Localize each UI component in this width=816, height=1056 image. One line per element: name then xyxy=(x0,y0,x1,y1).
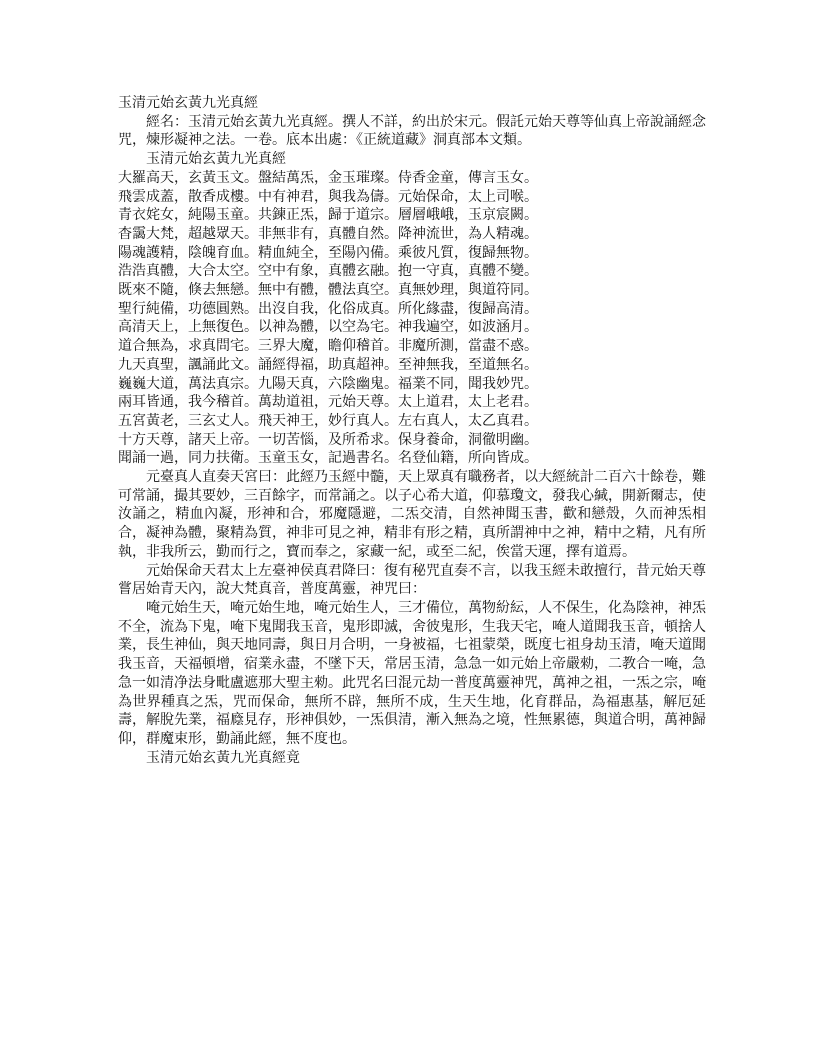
verse-line: 杳靄大梵，超越眾天。非無非有，真體自然。降神流世，為人精魂。 xyxy=(118,225,538,242)
verse-line: 十方天尊，諸天上帝。一切苦惱，及所希求。保身養命，洞徹明幽。 xyxy=(118,431,538,448)
verse-line: 九天真聖，諷誦此文。誦經得福，助真超神。至神無我，至道無名。 xyxy=(118,356,538,373)
intro-paragraph: 經名：玉清元始玄黃九光真經。撰人不詳，約出於宋元。假託元始天尊等仙真上帝說誦經念咒，煉形凝神之法。一卷。底本出處：《正統道藏》洞真部本文類。 xyxy=(118,113,706,149)
verse-line: 聞誦一過，同力扶衛。玉童玉女，記過書名。名登仙籍，所向皆成。 xyxy=(118,450,538,467)
verse-line: 道合無為，求真問宅。三界大魔，瞻仰稽首。非魔所測，當盡不惑。 xyxy=(118,338,538,355)
verse-line: 兩耳皆通，我今稽首。萬劫道祖，元始天尊。太上道君，太上老君。 xyxy=(118,394,538,411)
verse-line: 聖行純備，功德圓熟。出沒自我，化俗成真。所化緣盡，復歸高清。 xyxy=(118,300,538,317)
verse-line: 大羅高天，玄黃玉文。盤結萬炁，金玉璀璨。侍香金童，傳言玉女。 xyxy=(118,169,538,186)
verse-line: 五宮黃老，三玄丈人。飛天神王，妙行真人。左右真人，太乙真君。 xyxy=(118,412,538,429)
verse-line: 高清天上，上無復色。以神為體，以空為宅。神我遍空，如波涵月。 xyxy=(118,319,538,336)
document-page xyxy=(118,94,706,767)
baoming-paragraph: 元始保命天君太上左臺神侯真君降曰：復有秘咒直奏不言，以我玉經未敢擅行，昔元始天尊嘗居始青天內，說大梵真音，普度萬靈，神咒曰： xyxy=(118,562,706,598)
verse-block xyxy=(118,169,706,468)
ending-line: 玉清元始玄黃九光真經竟 xyxy=(146,749,300,766)
verse-line: 既來不隨，倏去無戀。無中有體，體法真空。真無妙理，與道符同。 xyxy=(118,282,538,299)
verse-line: 浩浩真體，大合太空。空中有象，真體玄融。抱一守真，真體不變。 xyxy=(118,263,538,280)
verse-line: 青衣姹女，純陽玉童。共鍊正炁，歸于道宗。層層峨峨，玉京宸闕。 xyxy=(118,207,538,224)
verse-line: 陽魂護精，陰魄育血。精血純全，至陽內備。乘彼凡質，復歸無物。 xyxy=(118,244,538,261)
document-title: 玉清元始玄黃九光真經 xyxy=(118,95,258,111)
verse-line: 飛雲成蓋，散香成樓。中有神君，與我為儔。元始保命，太上司喉。 xyxy=(118,188,538,205)
verse-line: 巍巍大道，萬法真宗。九陽天真，六陰幽鬼。福業不同，聞我妙咒。 xyxy=(118,375,538,392)
mantra-paragraph: 唵元始生天，唵元始生地，唵元始生人，三才備位，萬物紛紜，人不保生，化為陰神，神炁不全，流為下鬼，唵下鬼聞我玉音，鬼形即滅，舍彼鬼形，生我天宅，唵人道聞我玉音，頓捨人業，長生神仙，與天地同壽，與日月合明，一身被福，七祖蒙榮，既度七祖身劫玉清，唵天道聞我玉音，天福頓增，宿業永盡，不墜下天，常居玉清，急急一如元始上帝嚴勑，二教合一唵，急急一如清净法身毗盧遮那大聖主勑。此咒名曰混元劫一普度萬靈神咒，萬神之祖，一炁之宗，唵為世界種真之炁，咒而保命，無所不辟，無所不成，生天生地，化育群品，為福惠基，解厄延壽，解脫先業，福廕見存，形神俱妙，一炁俱清，漸入無為之境，性無累德，與道合明，萬神歸仰，群魔束形，勤誦此經，無不度也。 xyxy=(118,599,706,747)
yuantai-paragraph: 元臺真人直奏天宮曰：此經乃玉經中髓，天上眾真有職務者，以大經統計二百六十餘卷，難可常誦，撮其要妙，三百餘字，而常誦之。以子心希大道，仰慕瓊文，發我心緘，開新爾志，使汝誦之，精血內凝，形神和合，邪魔隱避，二炁交清，自然神聞玉書，歡和戀殼，久而神炁相合，凝神為體，聚精為質，神非可見之神，精非有形之精，真所謂神中之神，精中之精，凡有所執，非我所云，勤而行之，寶而奉之，家藏一紀，或至二紀，俟當天運，擇有道焉。 xyxy=(118,469,706,560)
scripture-subtitle: 玉清元始玄黃九光真經 xyxy=(146,151,286,168)
